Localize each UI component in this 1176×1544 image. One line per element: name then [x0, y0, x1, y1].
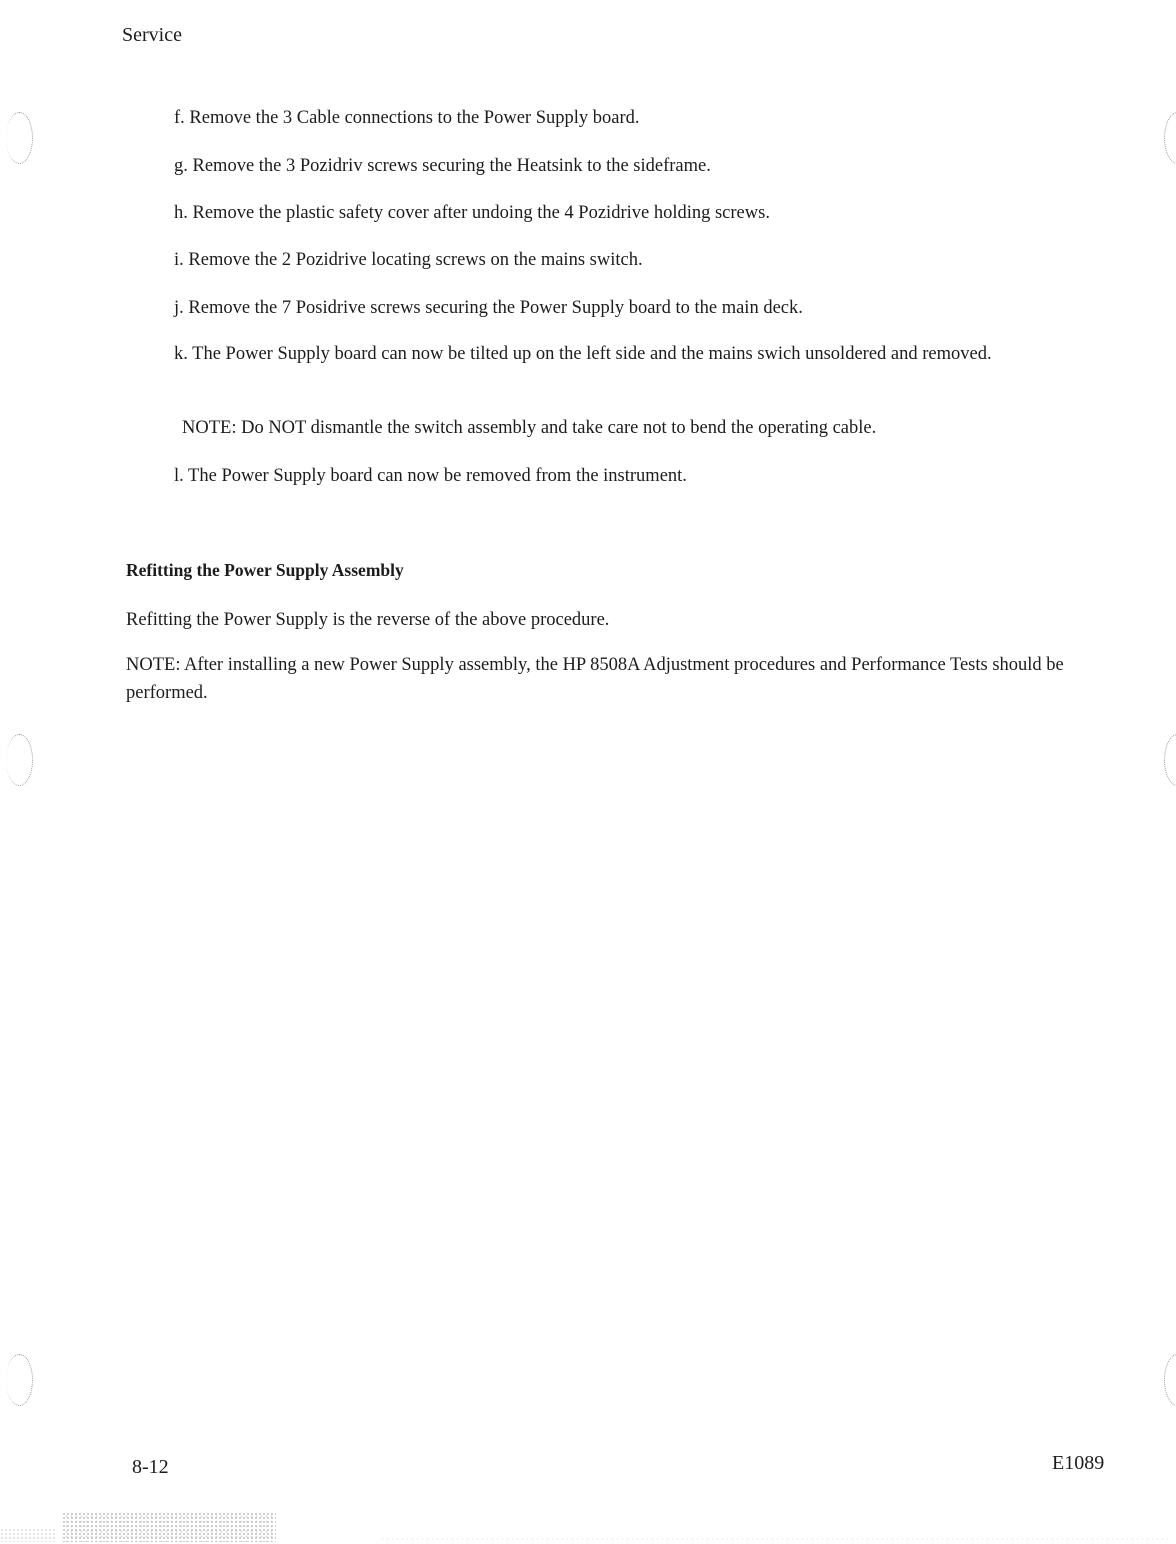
refitting-paragraph: Refitting the Power Supply is the reverse of the above procedure.: [126, 610, 610, 630]
switch-note: NOTE: Do NOT dismantle the switch assembly and take care not to bend the operating cable.: [182, 418, 877, 438]
document-code: E1089: [1052, 1452, 1105, 1474]
step-g: g. Remove the 3 Pozidriv screws securing the Heatsink to the sideframe.: [174, 156, 711, 176]
step-i: i. Remove the 2 Pozidrive locating screws on the mains switch.: [174, 250, 643, 270]
binder-hole-left-bottom: [6, 1354, 33, 1406]
step-j: j. Remove the 7 Posidrive screws securing the Power Supply board to the main deck.: [174, 298, 803, 318]
binder-hole-left-top: [6, 112, 33, 164]
binder-hole-left-middle: [6, 734, 33, 786]
step-k: k. The Power Supply board can now be tilted up on the left side and the mains swich unsoldered and removed.: [174, 344, 992, 364]
step-f: f. Remove the 3 Cable connections to the Power Supply board.: [174, 108, 640, 128]
refitting-heading: Refitting the Power Supply Assembly: [126, 560, 404, 580]
running-header: Service: [122, 24, 182, 46]
page-number: 8-12: [132, 1456, 169, 1478]
binder-hole-right-middle: [1164, 734, 1176, 786]
scan-artifact-corner: [0, 1528, 56, 1542]
refitting-note: NOTE: After installing a new Power Supply assembly, the HP 8508A Adjustment procedures and Performance Tests should be performed.: [126, 655, 1064, 703]
step-h: h. Remove the plastic safety cover after undoing the 4 Pozidrive holding screws.: [174, 203, 770, 223]
binder-hole-right-bottom: [1164, 1354, 1176, 1406]
binder-hole-right-top: [1164, 112, 1176, 164]
step-l: l. The Power Supply board can now be removed from the instrument.: [174, 466, 687, 486]
scan-artifact: [62, 1512, 276, 1542]
scan-edge-line: [380, 1538, 1170, 1540]
